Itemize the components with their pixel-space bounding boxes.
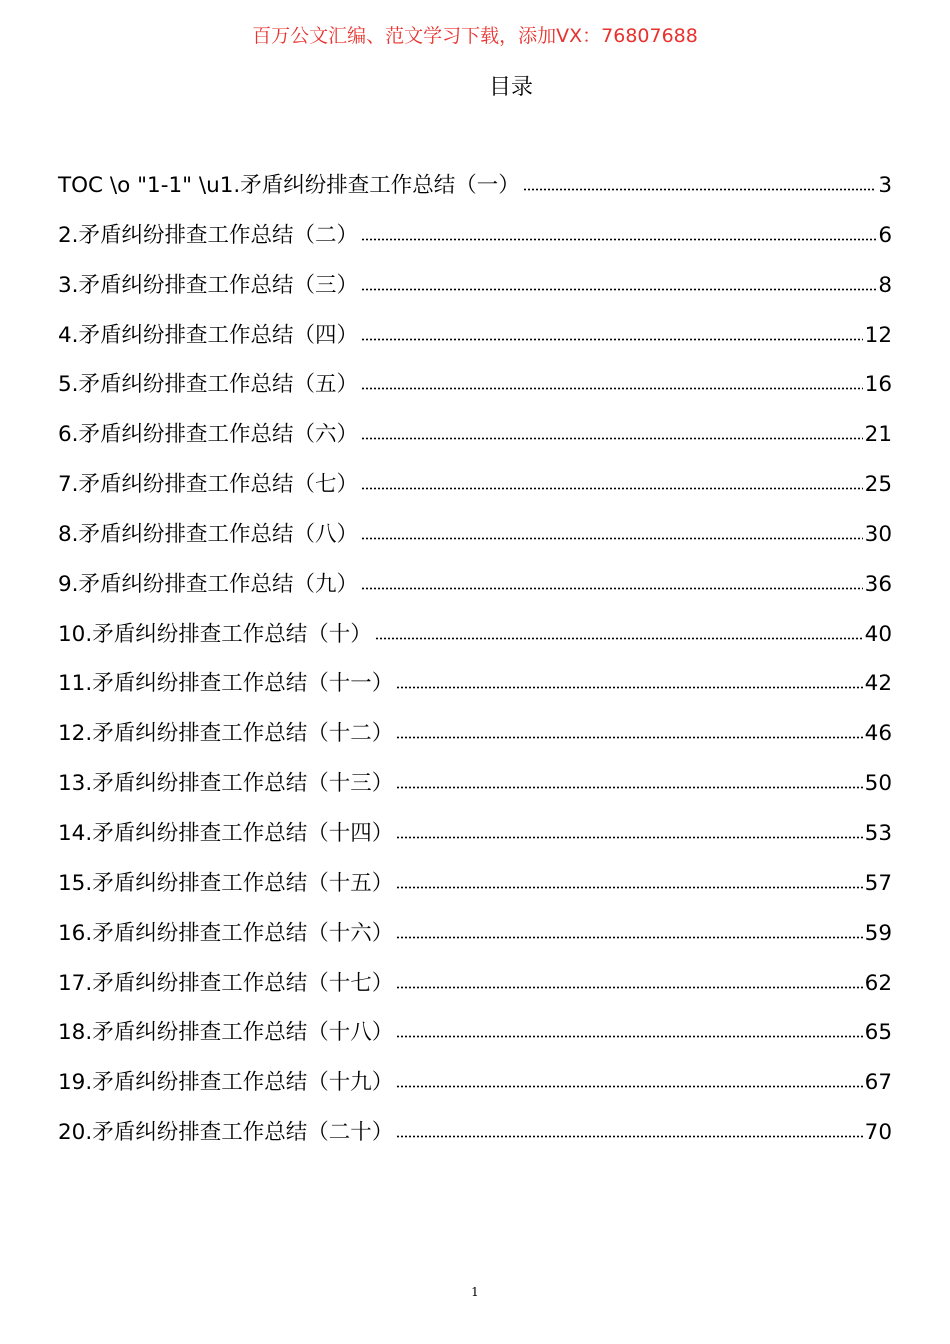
toc-entry-page: 25 [864, 472, 892, 498]
toc-entry-page: 16 [864, 372, 892, 398]
toc-entry-page: 67 [864, 1070, 892, 1096]
toc-entry-title: 16.矛盾纠纷排查工作总结（十六） [58, 920, 394, 946]
toc-dot-leader [396, 886, 862, 889]
toc-entry[interactable] [58, 664, 892, 714]
toc-entry-title: 12.矛盾纠纷排查工作总结（十二） [58, 721, 394, 747]
header-banner: 百万公文汇编、范文学习下载，添加VX：76807688 [252, 25, 698, 47]
toc-entry-title: 4.矛盾纠纷排查工作总结（四） [58, 322, 359, 348]
page-number: 1 [471, 1285, 479, 1299]
toc-dot-leader [396, 786, 862, 789]
toc-entry[interactable] [58, 964, 892, 1014]
toc-entry-page: 6 [878, 222, 892, 248]
toc-entry-title: 17.矛盾纠纷排查工作总结（十七） [58, 970, 394, 996]
toc-dot-leader [361, 387, 863, 390]
toc-dot-leader [396, 936, 862, 939]
toc-entry-title: 14.矛盾纠纷排查工作总结（十四） [58, 820, 394, 846]
toc-entry-page: 3 [878, 173, 892, 198]
toc-entry-page: 30 [864, 521, 892, 547]
toc-entry-page: 70 [864, 1120, 892, 1146]
toc-entry-title: 11.矛盾纠纷排查工作总结（十一） [58, 671, 394, 697]
toc-entry-title: 7.矛盾纠纷排查工作总结（七） [58, 472, 359, 498]
toc-entry-title: 5.矛盾纠纷排查工作总结（五） [58, 372, 359, 398]
toc-entry[interactable] [58, 515, 892, 565]
toc-entry[interactable] [58, 316, 892, 366]
toc-entry[interactable] [58, 1063, 892, 1113]
toc-entry-page: 50 [864, 771, 892, 797]
toc-entry-page: 53 [864, 820, 892, 846]
toc-entry-page: 21 [864, 422, 892, 448]
toc-dot-leader [361, 338, 863, 341]
toc-entry[interactable] [58, 216, 892, 266]
toc-entry-page: 59 [864, 920, 892, 946]
toc-entry-page: 46 [864, 721, 892, 747]
toc-entry-page: 40 [864, 621, 892, 647]
toc-dot-leader [396, 1135, 862, 1138]
toc-entry-title: 9.矛盾纠纷排查工作总结（九） [58, 571, 359, 597]
toc-entry-title: 13.矛盾纠纷排查工作总结（十三） [58, 771, 394, 797]
toc-dot-leader [396, 686, 862, 689]
toc-entry-title: 2.矛盾纠纷排查工作总结（二） [58, 222, 359, 248]
toc-entry-title: 6.矛盾纠纷排查工作总结（六） [58, 422, 359, 448]
toc-entry-title: 8.矛盾纠纷排查工作总结（八） [58, 521, 359, 547]
toc-dot-leader [396, 736, 862, 739]
toc-entry[interactable] [58, 764, 892, 814]
toc-title: 目录 [488, 75, 533, 100]
toc-entry[interactable] [58, 814, 892, 864]
toc-entry-page: 36 [864, 571, 892, 597]
toc-entry[interactable] [58, 714, 892, 764]
toc-entry[interactable] [58, 1013, 892, 1063]
toc-list [58, 166, 892, 1163]
toc-dot-leader [396, 1035, 862, 1038]
toc-entry-page: 8 [878, 272, 892, 298]
toc-entry-page: 62 [864, 970, 892, 996]
toc-entry-page: 42 [864, 671, 892, 697]
toc-dot-leader [523, 188, 877, 191]
toc-entry[interactable] [58, 914, 892, 964]
toc-dot-leader [396, 986, 862, 989]
toc-entry[interactable] [58, 266, 892, 316]
toc-dot-leader [361, 537, 863, 540]
toc-dot-leader [361, 487, 863, 490]
toc-entry[interactable] [58, 365, 892, 415]
toc-entry-page: 65 [864, 1020, 892, 1046]
toc-entry-title: 10.矛盾纠纷排查工作总结（十） [58, 621, 372, 647]
toc-dot-leader [375, 637, 863, 640]
toc-entry-title: 18.矛盾纠纷排查工作总结（十八） [58, 1020, 394, 1046]
toc-entry[interactable] [58, 1113, 892, 1163]
toc-entry-title: 20.矛盾纠纷排查工作总结（二十） [58, 1120, 394, 1146]
toc-entry[interactable] [58, 615, 892, 665]
toc-dot-leader [361, 238, 876, 241]
toc-entry-title: 15.矛盾纠纷排查工作总结（十五） [58, 870, 394, 896]
toc-entry[interactable] [58, 415, 892, 465]
toc-entry[interactable] [58, 465, 892, 515]
toc-dot-leader [361, 288, 876, 291]
toc-entry-page: 57 [864, 870, 892, 896]
toc-entry-title: 3.矛盾纠纷排查工作总结（三） [58, 272, 359, 298]
toc-entry[interactable] [58, 166, 892, 216]
toc-dot-leader [361, 437, 863, 440]
toc-entry-title: TOC \o "1-1" \u1.矛盾纠纷排查工作总结（一） [58, 173, 520, 198]
toc-dot-leader [361, 587, 863, 590]
toc-dot-leader [396, 836, 862, 839]
toc-entry-title: 19.矛盾纠纷排查工作总结（十九） [58, 1070, 394, 1096]
toc-entry[interactable] [58, 565, 892, 615]
toc-dot-leader [396, 1085, 862, 1088]
toc-entry-page: 12 [864, 322, 892, 348]
toc-entry[interactable] [58, 864, 892, 914]
